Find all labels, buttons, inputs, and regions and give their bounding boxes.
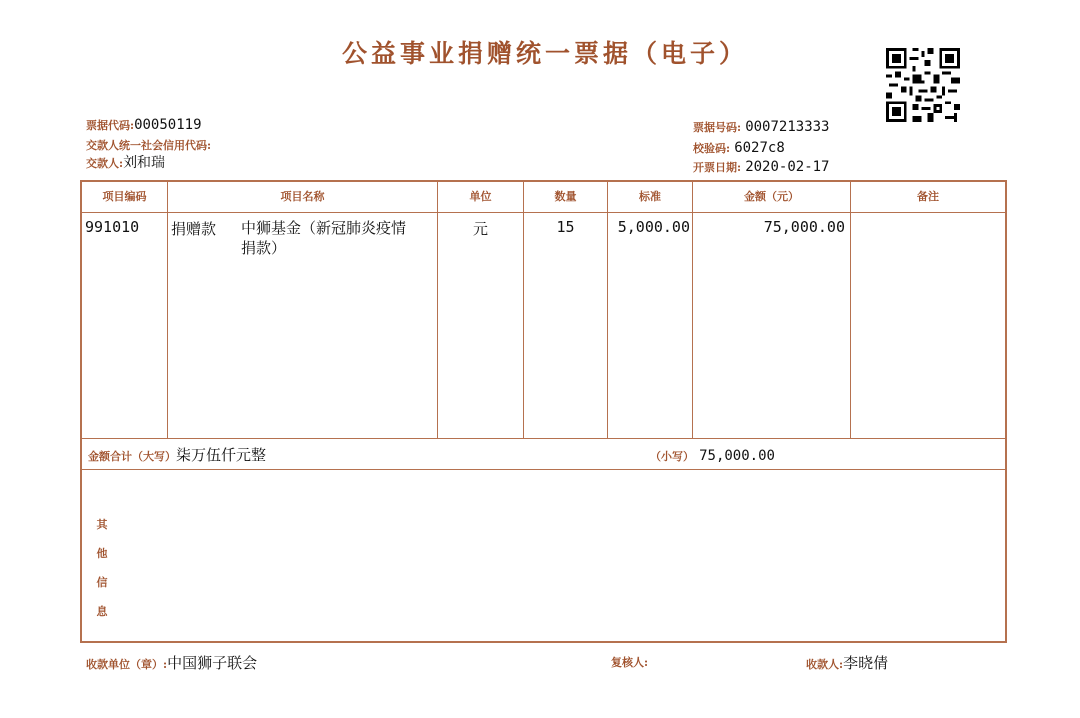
credit-code-row [86,136,211,155]
total-upper-label: 金额合计（大写） [88,450,176,463]
row-item-code: 991010 [85,218,140,236]
invoice-code-row [86,116,202,135]
total-upper-value: 柒万伍仟元整 [176,446,267,464]
other-info-char: 他 [96,547,108,560]
issue-date-row [693,158,830,177]
total-divider [82,469,1005,470]
document-title: 公益事业捐赠统一票据（电子） [341,39,748,68]
credit-code-label: 交款人统一社会信用代码: [86,139,212,152]
issue-date-value: 2020-02-17 [745,159,830,175]
check-code-row [693,139,785,158]
header-unit: 单位 [469,190,492,203]
invoice-code-value: 00050119 [134,117,202,133]
payee-unit-label: 收款单位（章）: [86,658,168,671]
total-lower-value: 75,000.00 [699,448,775,464]
collector-label: 收款人: [806,658,844,671]
check-code-value: 6027c8 [734,140,785,156]
row-standard: 5,000.00 [617,218,690,236]
reviewer-label: 复核人: [611,656,649,669]
other-info-label [94,510,110,626]
collector-row [806,652,888,673]
issue-date-label: 开票日期: [693,161,742,174]
items-divider [82,438,1005,439]
collector-value: 李晓倩 [843,654,889,672]
header-remark: 备注 [917,190,939,203]
reviewer-row [611,652,648,670]
row-amount: 75,000.00 [763,218,845,236]
row-item-name-line1: 中狮基金（新冠肺炎疫情 [241,219,407,237]
payer-value: 刘和瑞 [123,155,166,171]
total-lower-row [650,440,775,469]
column-divider [167,182,168,438]
invoice-number-value: 0007213333 [745,119,830,135]
receipt-table [80,180,1007,643]
header-amount: 金额（元） [744,190,799,203]
check-code-label: 校验码: [693,142,731,155]
row-item-name [241,218,437,258]
header-standard: 标准 [639,190,661,203]
row-unit: 元 [472,220,488,238]
row-item-prefix: 捐赠款 [171,220,217,238]
payer-label: 交款人: [86,157,124,170]
other-info-char: 信 [96,576,108,589]
invoice-code-label: 票据代码: [86,119,135,132]
header-item-code: 项目编码 [102,190,147,203]
payee-unit-row [86,652,257,673]
invoice-number-label: 票据号码: [693,121,742,134]
payee-unit-value: 中国狮子联会 [167,654,258,672]
other-info-char: 息 [96,605,108,618]
header-divider [82,212,1005,213]
other-info-char: 其 [96,518,108,531]
total-upper-row [88,440,266,469]
header-quantity: 数量 [554,190,577,203]
row-quantity: 15 [556,218,575,236]
column-divider [850,182,851,438]
header-item-name: 项目名称 [280,190,325,203]
total-lower-label: （小写） [650,450,694,463]
invoice-number-row [693,118,830,137]
payer-row [86,154,165,173]
row-item-name-line2: 捐款） [241,239,287,257]
qr-code-icon [886,48,960,122]
